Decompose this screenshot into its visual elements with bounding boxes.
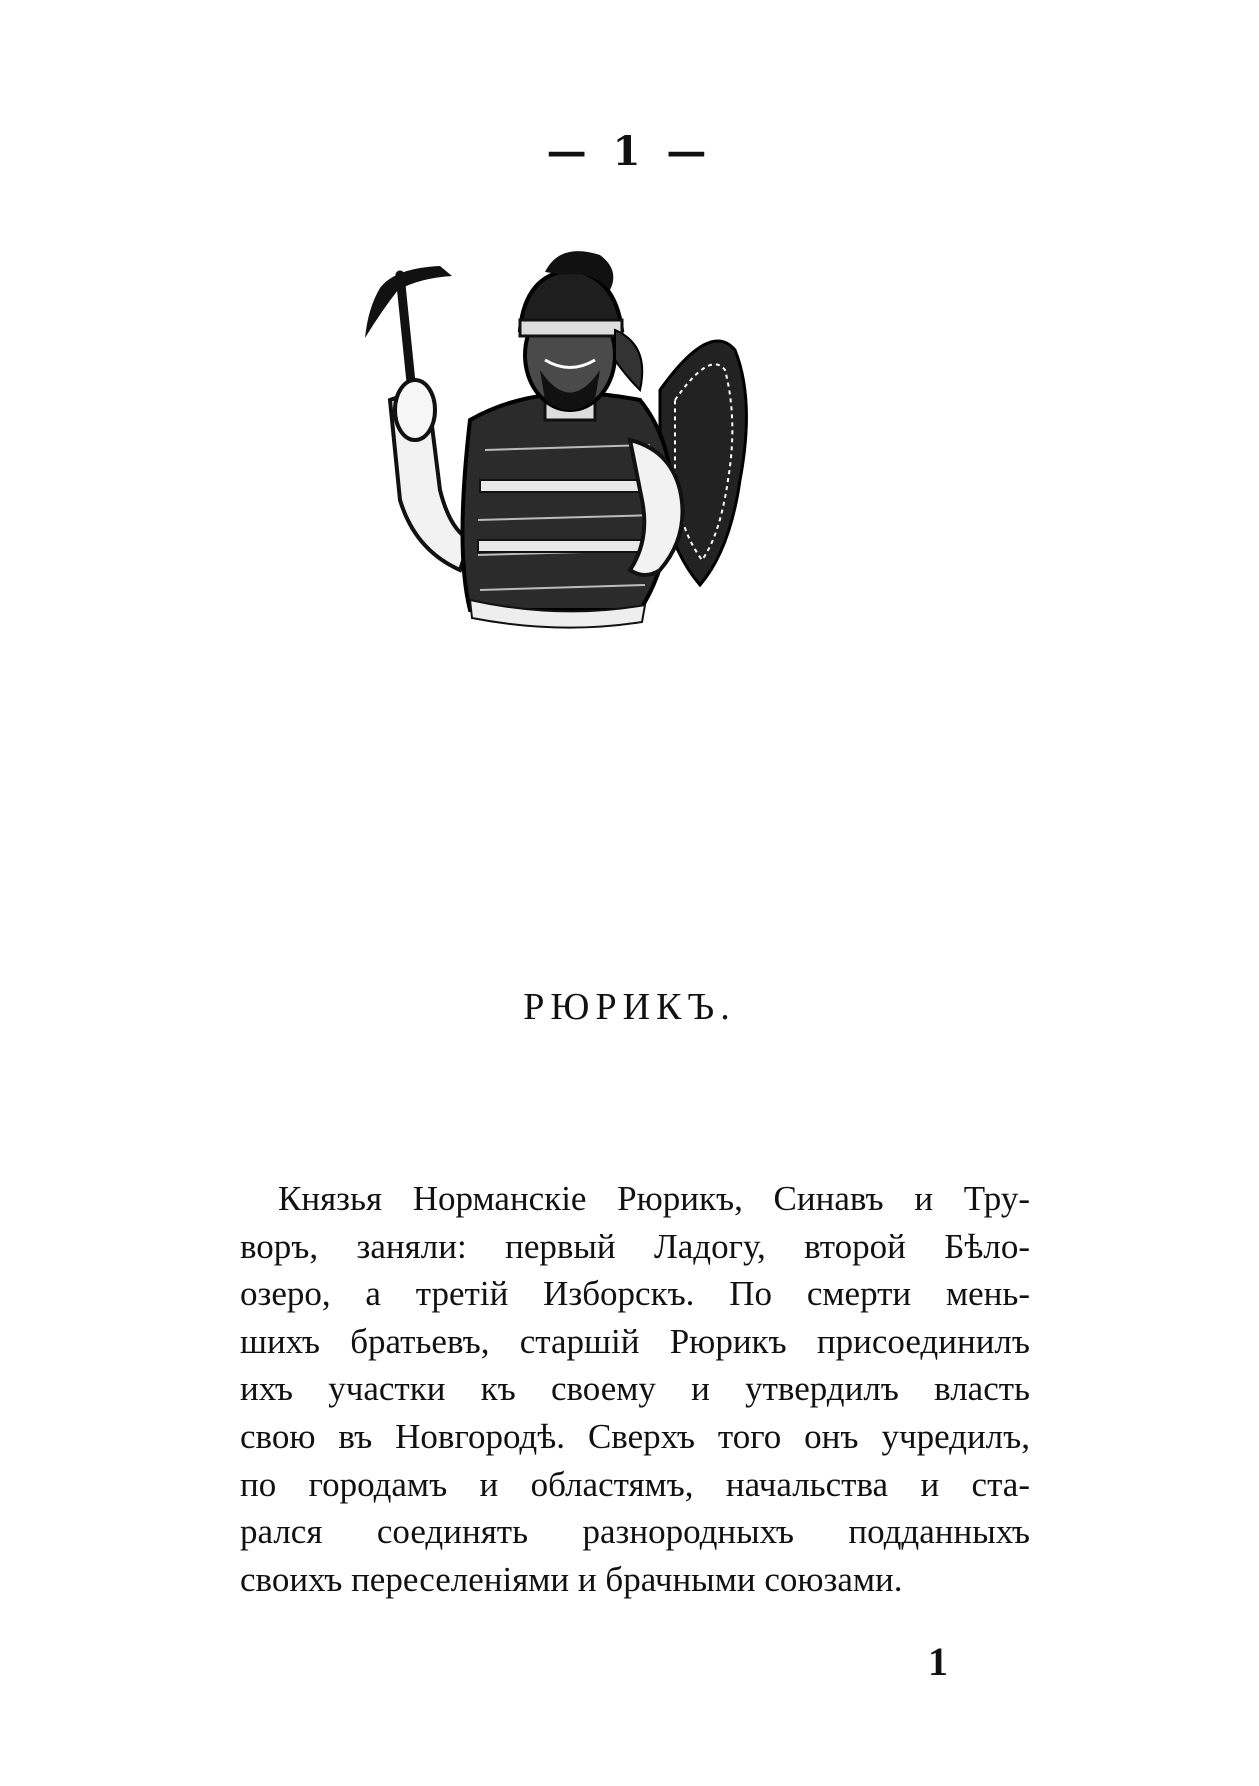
signature-mark: 1 (928, 1639, 948, 1684)
paragraph-line: озеро, а третій Изборскъ. По смерти мень- (240, 1274, 1030, 1314)
paragraph-line: своихъ переселеніями и брачными союзами. (240, 1559, 903, 1599)
paragraph (240, 1175, 1030, 1603)
warrior-illustration (360, 250, 840, 680)
paragraph-line: шихъ братьевъ, старшій Рюрикъ присоединилъ (240, 1321, 1030, 1361)
paragraph-line: по городамъ и областямъ, начальства и ста- (240, 1464, 1030, 1504)
paragraph-line: Князья Норманскіе Рюрикъ, Синавъ и Тру- (278, 1179, 1030, 1218)
paragraph-line: рался соединять разнородныхъ подданныхъ (240, 1512, 1030, 1552)
paragraph-line: свою въ Новгородѣ. Сверхъ того онъ учредилъ, (240, 1416, 1030, 1456)
chapter-title: РЮРИКЪ. (523, 986, 736, 1028)
page-number-top: — 1 — (546, 128, 713, 175)
paragraph-line: воръ, заняли: первый Ладогу, второй Бѣло- (240, 1226, 1030, 1266)
paragraph-line: ихъ участки къ своему и утвердилъ власть (240, 1369, 1030, 1409)
